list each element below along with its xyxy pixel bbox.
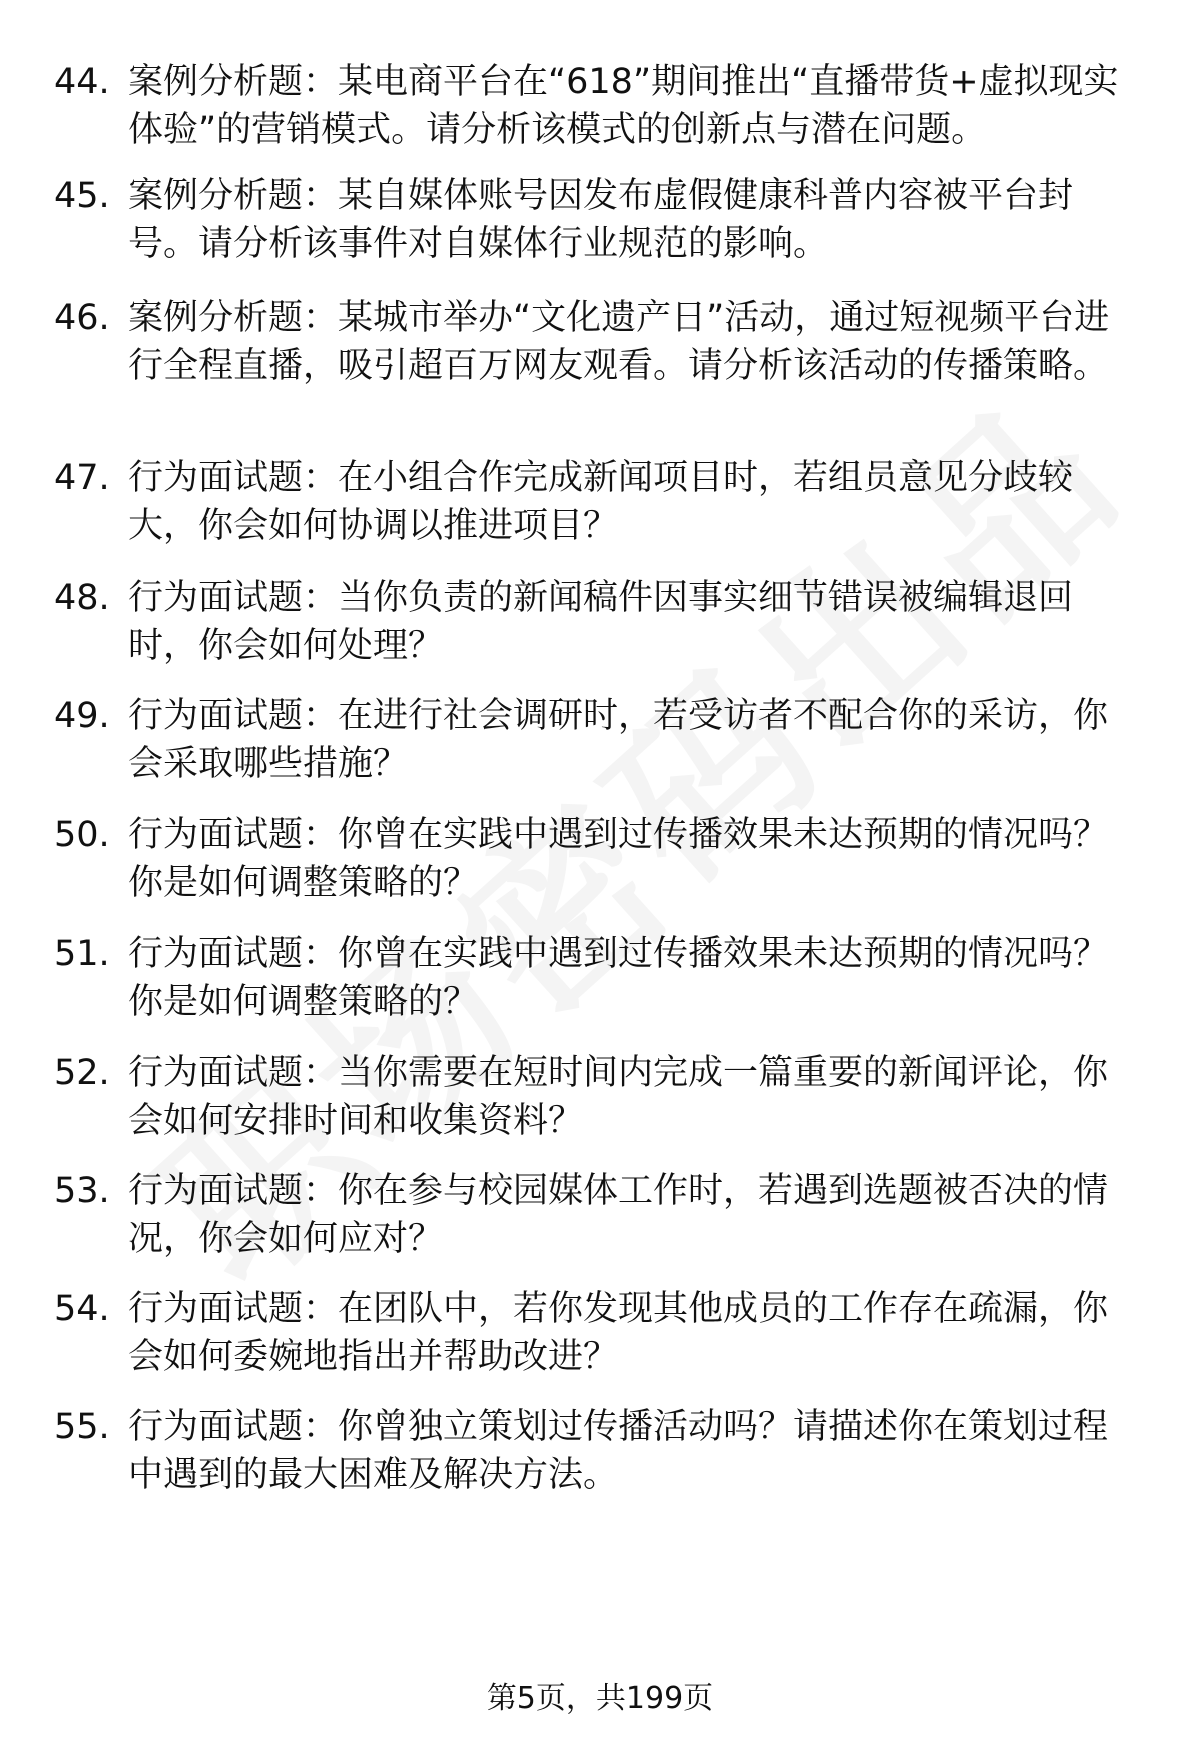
question-number: 53. [54,1171,110,1211]
question-52 [54,1049,1164,1145]
question-55 [54,1403,1164,1499]
question-48 [54,574,1164,670]
question-45 [54,172,1164,268]
question-51 [54,930,1164,1026]
question-number: 44. [54,62,110,102]
question-text: 行为面试题：在团队中，若你发现其他成员的工作存在疏漏，你会如何委婉地指出并帮助改进？ [128,1289,1109,1377]
question-text: 行为面试题：当你需要在短时间内完成一篇重要的新闻评论，你会如何安排时间和收集资料？ [128,1053,1109,1141]
question-47 [54,454,1164,550]
question-text: 案例分析题：某自媒体账号因发布虚假健康科普内容被平台封号。请分析该事件对自媒体行业规范的影响。 [128,176,1074,264]
question-number: 47. [54,458,110,498]
question-46 [54,294,1164,390]
question-49 [54,692,1164,788]
question-text: 行为面试题：当你负责的新闻稿件因事实细节错误被编辑退回时，你会如何处理？ [128,578,1074,666]
question-54 [54,1285,1164,1381]
question-text: 行为面试题：在小组合作完成新闻项目时，若组员意见分歧较大，你会如何协调以推进项目？ [128,458,1074,546]
question-53 [54,1167,1164,1263]
question-44 [54,58,1164,154]
question-number: 54. [54,1289,110,1329]
question-text: 案例分析题：某城市举办“文化遗产日”活动，通过短视频平台进行全程直播，吸引超百万网友观看。请分析该活动的传播策略。 [128,298,1110,386]
question-text: 案例分析题：某电商平台在“618”期间推出“直播带货+虚拟现实体验”的营销模式。请分析该模式的创新点与潜在问题。 [128,62,1119,150]
question-text: 行为面试题：你曾在实践中遇到过传播效果未达预期的情况吗？你是如何调整策略的？ [128,934,1109,1022]
question-text: 行为面试题：你曾在实践中遇到过传播效果未达预期的情况吗？你是如何调整策略的？ [128,815,1109,903]
page-number-footer: 第5页，共199页 [486,1681,714,1716]
question-number: 50. [54,815,110,855]
question-number: 55. [54,1407,110,1447]
question-text: 行为面试题：你在参与校园媒体工作时，若遇到选题被否决的情况，你会如何应对？ [128,1171,1109,1259]
question-number: 52. [54,1053,110,1093]
question-50 [54,811,1164,907]
question-text: 行为面试题：你曾独立策划过传播活动吗？请描述你在策划过程中遇到的最大困难及解决方法。 [128,1407,1109,1495]
question-number: 49. [54,696,110,736]
question-number: 45. [54,176,110,216]
question-text: 行为面试题：在进行社会调研时，若受访者不配合你的采访，你会采取哪些措施？ [128,696,1109,784]
question-number: 51. [54,934,110,974]
question-number: 48. [54,578,110,618]
question-number: 46. [54,298,110,338]
